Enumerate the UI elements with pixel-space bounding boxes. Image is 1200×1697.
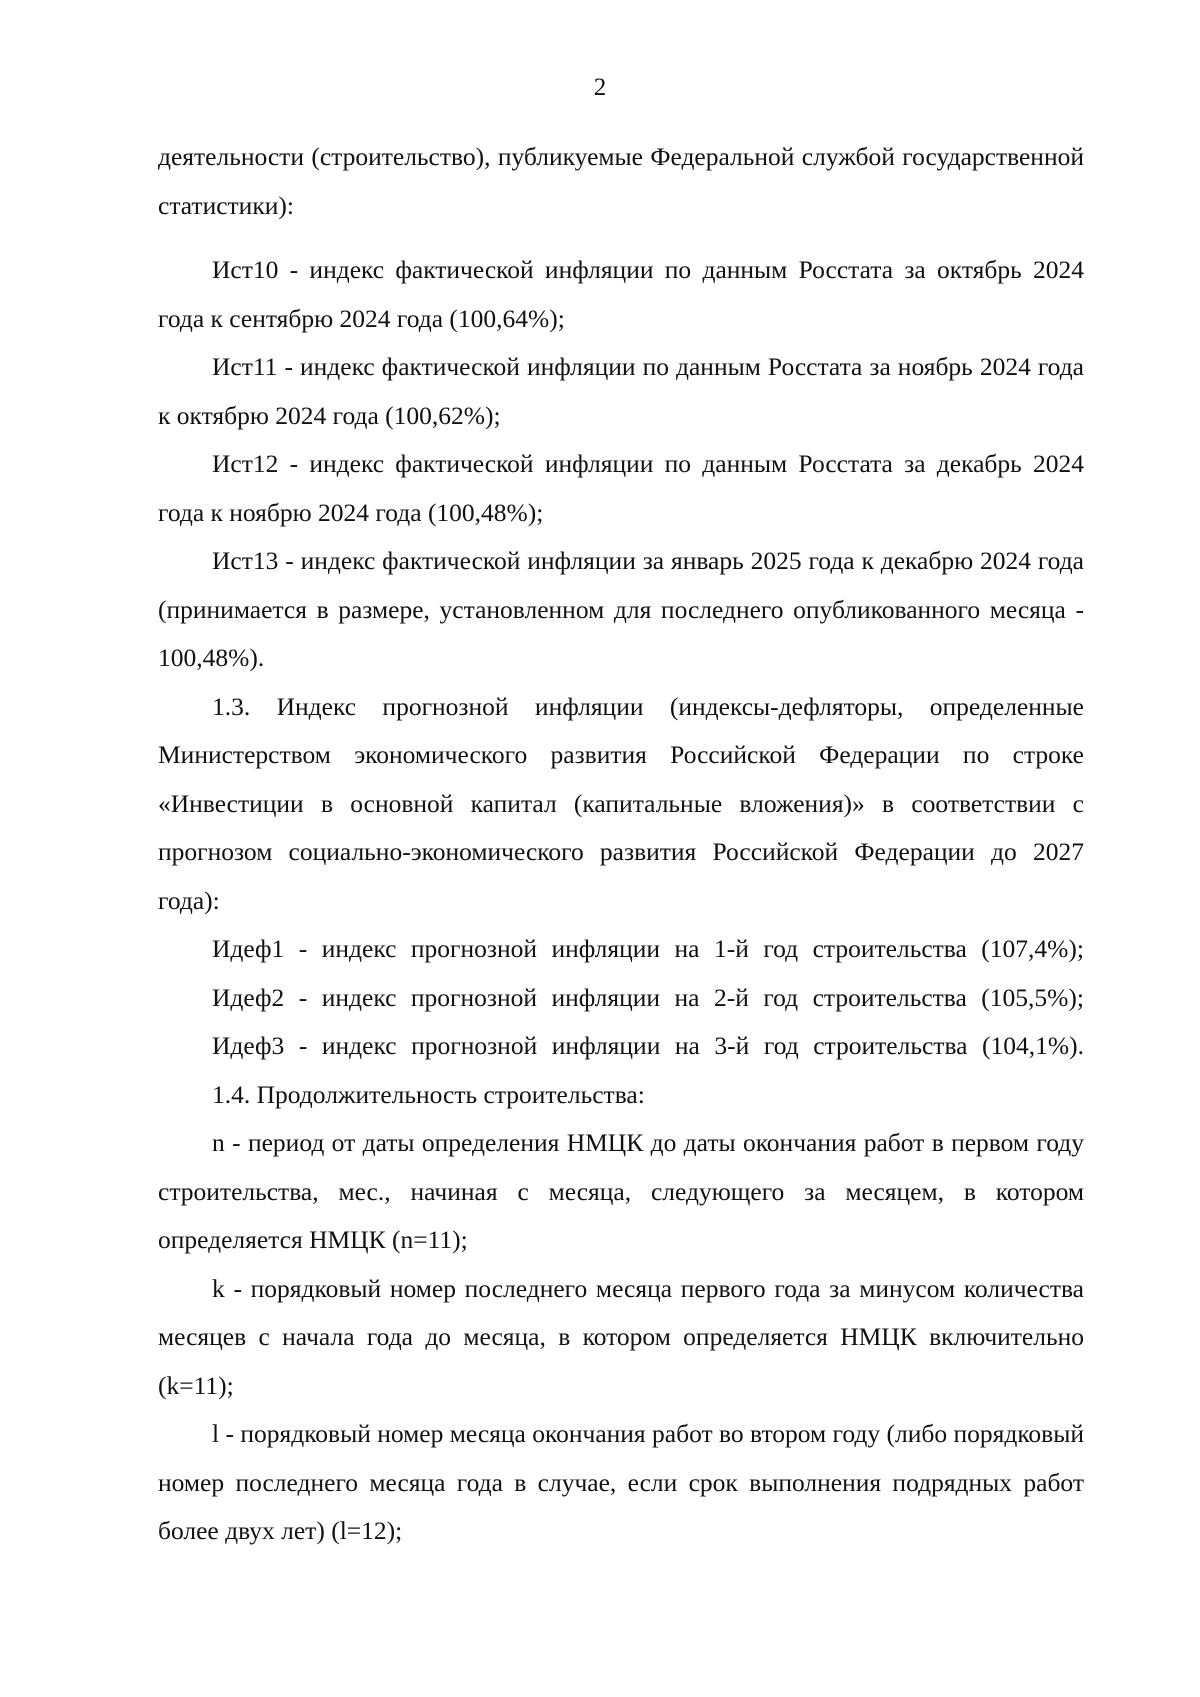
document-body <box>158 133 1084 1556</box>
paragraph-idef1: Идеф1 - индекс прогнозной инфляции на 1-й год строительства (107,4%); <box>212 934 1084 963</box>
paragraph-ist12: Ист12 - индекс фактической инфляции по данным Росстата за декабрь 2024 года к ноябрю 2024 года (100,48%); <box>158 449 1084 527</box>
paragraph-ist13: Ист13 - индекс фактической инфляции за январь 2025 года к декабрю 2024 года (принимается в размере, установленном для последнего опубликованного месяца - 100,48%). <box>158 546 1084 672</box>
paragraph-section-1-3: 1.3. Индекс прогнозной инфляции (индексы-дефляторы, определенные Министерством экономического развития Российской Федерации по строке «Инвестиции в основной капитал (капитальные вложения)» в соответствии с прогнозом социально-экономического развития Российской Федерации до 2027 года): <box>158 691 1084 915</box>
paragraph-continuation: деятельности (строительство), публикуемые Федеральной службой государственной статистики): <box>158 142 1084 220</box>
paragraph-ist11: Ист11 - индекс фактической инфляции по данным Росстата за ноябрь 2024 года к октябрю 2024 года (100,62%); <box>158 352 1084 430</box>
paragraph-l-definition: l - порядковый номер месяца окончания работ во втором году (либо порядковый номер последнего месяца года в случае, если срок выполнения подрядных работ более двух лет) (l=12); <box>158 1419 1084 1545</box>
page-number: 2 <box>593 74 607 101</box>
paragraph-section-1-4: 1.4. Продолжительность строительства: <box>212 1079 645 1109</box>
paragraph-ist10: Ист10 - индекс фактической инфляции по данным Росстата за октябрь 2024 года к сентябрю 2024 года (100,64%); <box>158 255 1084 333</box>
paragraph-idef2: Идеф2 - индекс прогнозной инфляции на 2-й год строительства (105,5%); <box>212 982 1084 1012</box>
paragraph-k-definition: k - порядковый номер последнего месяца первого года за минусом количества месяцев с начала года до месяца, в котором определяется НМЦК включительно (k=11); <box>158 1273 1084 1400</box>
paragraph-n-definition: n - период от даты определения НМЦК до даты окончания работ в первом году строительства, мес., начиная с месяца, следующего за месяцем, в котором определяется НМЦК (n=11); <box>158 1128 1084 1254</box>
paragraph-idef3: Идеф3 - индекс прогнозной инфляции на 3-й год строительства (104,1%). <box>212 1031 1084 1060</box>
